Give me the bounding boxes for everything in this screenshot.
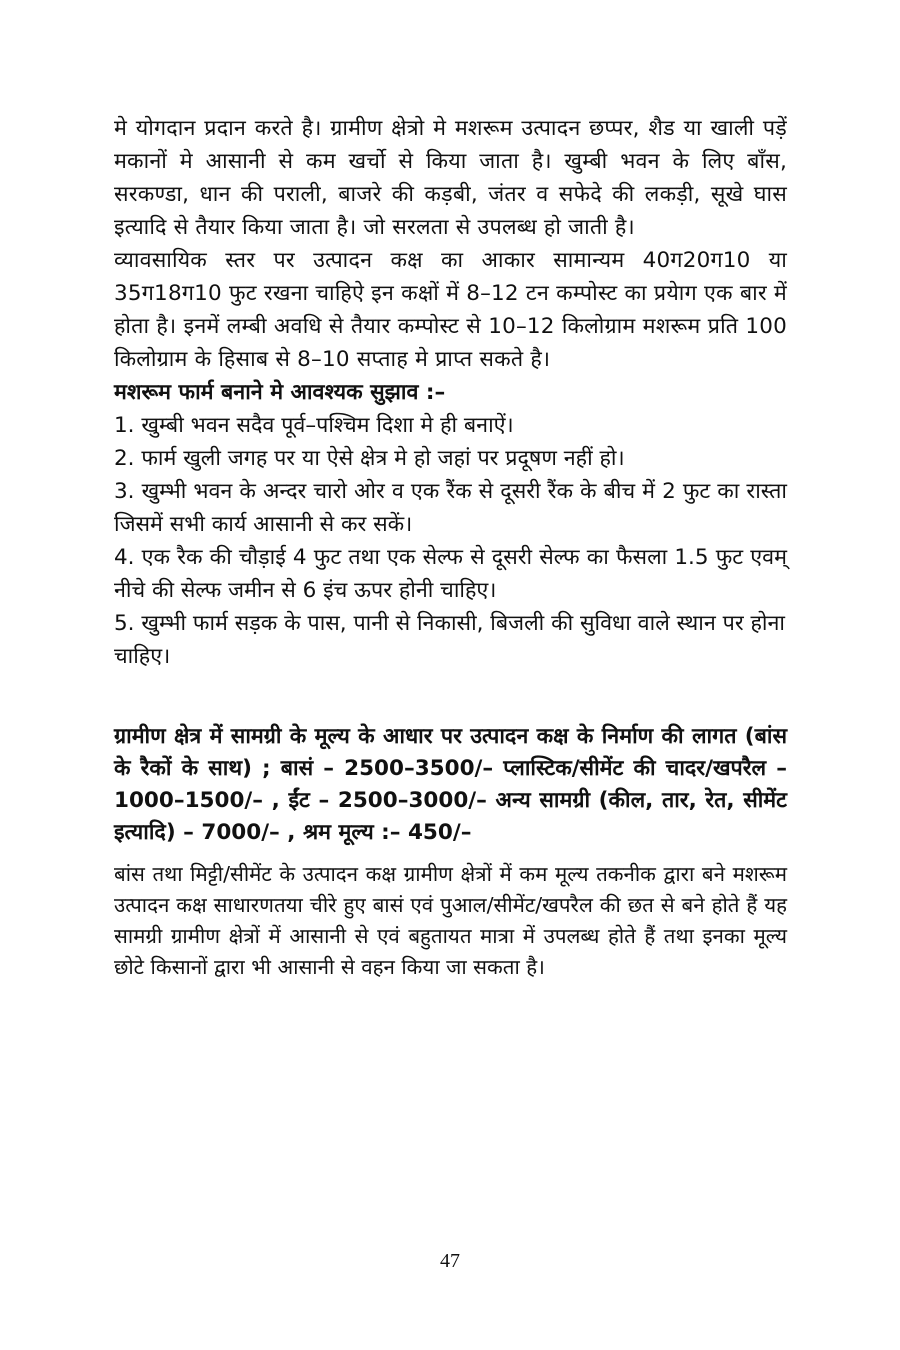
list-item-text: फार्म खुली जगह पर या ऐसे क्षेत्र मे हो जहां पर प्रदूषण नहीं हो। (141, 446, 625, 471)
list-item (114, 541, 787, 607)
list-item-text: खुम्भी भवन के अन्दर चारो ओर व एक रैंक से दूसरी रैंक के बीच में 2 फुट का रास्ता जिसमें सभी कार्य आसानी से कर सकें। (114, 479, 787, 537)
construction-cost-paragraph: ग्रामीण क्षेत्र में सामग्री के मूल्य के आधार पर उत्पादन कक्ष के निर्माण की लागत (बांस के रैकों के साथ) ; बासं – 2500–3500/– प्लास्टिक/सीमेंट की चादर/खपरैल – 1000–1500/– , ईंट – 2500–3000/– अन्य सामग्री (कील, तार, रेत, सीमेंट इत्यादि) – 7000/– , श्रम मूल्य :– 450/– (114, 724, 787, 845)
list-item-continuation: चाहिए। (114, 644, 171, 669)
list-item-number: 3. (114, 479, 135, 504)
suggestions-list (114, 409, 787, 673)
commercial-scale-paragraph: व्यावसायिक स्तर पर उत्पादन कक्ष का आकार सामान्यम 40ग20ग10 या 35ग18ग10 फुट रखना चाहिऐ इन कक्षों में 8–12 टन कम्पोस्ट का प्रयेाग एक बार में होता है। इनमें लम्बी अवधि से तैयार कम्पोस्ट से 10–12 किलोग्राम मशरूम प्रति 100 किलोग्राम के हिसाब से 8–10 सप्ताह मे प्राप्त सकते है। (114, 248, 787, 372)
list-item (114, 409, 787, 442)
list-item (114, 607, 787, 673)
bamboo-room-paragraph: बांस तथा मिट्टी/सीमेंट के उत्पादन कक्ष ग्रामीण क्षेत्रों में कम मूल्य तकनीक द्वारा बने मशरूम उत्पादन कक्ष साधारणतया चीरे हुए बासं एवं पुआल/सीमेंट/खपरैल की छत से बने होते हैं यह सामग्री ग्रामीण क्षेत्रों में आसानी से एवं बहुतायत मात्रा में उपलब्ध होते हैं तथा इनका मूल्य छोटे किसानों द्वारा भी आसानी से वहन किया जा सकता है। (114, 862, 787, 979)
suggestions-heading: मशरूम फार्म बनाने मे आवश्यक सुझाव :– (114, 380, 446, 405)
intro-paragraph: मे योगदान प्रदान करते है। ग्रामीण क्षेत्रो मे मशरूम उत्पादन छप्पर, शैड या खाली पड़ें मकानों मे आसानी से कम खर्चो से किया जाता है। खुम्बी भवन के लिए बाँस, सरकण्डा, धान की पराली, बाजरे की कड़बी, जंतर व सफेदे की लकड़ी, सूखे घास इत्यादि से तैयार किया जाता है। जो सरलता से उपलब्ध हो जाती है। (114, 116, 787, 240)
list-item-text: खुम्भी फार्म सड़क के पास, पानी से निकासी, बिजली की सुविधा वाले स्थान पर होना (141, 611, 785, 636)
list-item-text: एक रैक की चौड़ाई 4 फुट तथा एक सेल्फ से दूसरी सेल्फ का फैसला 1.5 फुट एवम् नीचे की सेल्फ जमीन से 6 इंच ऊपर होनी चाहिए। (114, 545, 787, 603)
list-item-number: 5. (114, 611, 135, 636)
list-item-number: 4. (114, 545, 135, 570)
list-item-number: 2. (114, 446, 135, 471)
page-number: 47 (440, 1250, 460, 1272)
section-gap (114, 673, 787, 721)
list-item (114, 475, 787, 541)
document-body (114, 112, 787, 983)
list-item (114, 442, 787, 475)
list-item-text: खुम्बी भवन सदैव पूर्व–पश्चिम दिशा मे ही बनाऐं। (141, 413, 514, 438)
list-item-number: 1. (114, 413, 135, 438)
